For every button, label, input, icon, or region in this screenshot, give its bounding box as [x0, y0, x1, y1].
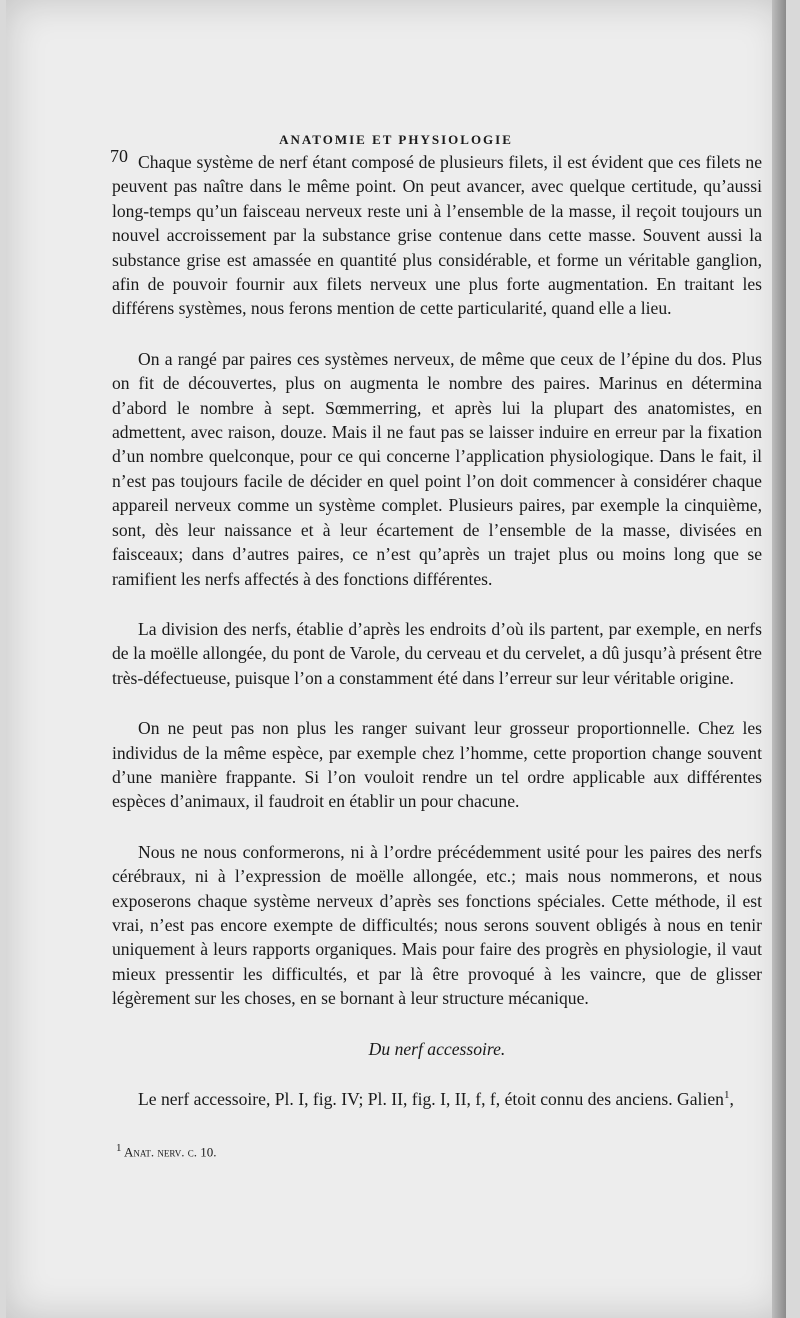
- paragraph: Nous ne nous conformerons, ni à l’ordre précédemment usité pour les paires des nerfs cérébraux, ni à l’expression de moëlle allongée, etc.; mais nous nommerons, et nous exposerons chaque système nerveux d’après ses fonctions spéciales. Cette méthode, il est vrai, n’est pas encore exempte de difficultés; nous serons souvent obligés à nous en tenir uniquement à leurs rapports organiques. Mais pour faire des progrès en physiologie, il vaut mieux pressentir les difficultés, et par là être provoqué à les vaincre, que de glisser légèrement sur les choses, en se bornant à leur structure mécanique.: [112, 841, 762, 1009]
- page-edge-shadow: [772, 0, 786, 1318]
- paragraph-last-text: Le nerf accessoire, Pl. I, fig. IV; Pl. II, fig. I, II, f, f, étoit connu des anciens. Galien: [138, 1088, 724, 1109]
- footnote-ref: 1: [116, 1142, 122, 1154]
- paragraph-last: Le nerf accessoire, Pl. I, fig. IV; Pl. II, fig. I, II, f, f, étoit connu des anciens. Galien$^1$,: [138, 1088, 734, 1109]
- book-page: [6, 0, 786, 1318]
- page-number: 70: [110, 146, 128, 166]
- paragraph: On ne peut pas non plus les ranger suivant leur grosseur proportionnelle. Chez les individus de la même espèce, par exemple chez l’homme, cette proportion change souvent d’une manière frappante. Si l’on vouloit rendre un tel ordre applicable aux différentes espèces d’animaux, il faudroit en établir un pour chacune.: [112, 718, 762, 812]
- section-title: Du nerf accessoire.: [368, 1038, 506, 1059]
- body-text: [112, 150, 762, 1111]
- footnote-marker: 1: [723, 1089, 730, 1101]
- footnote-text: Anat. nerv. c. 10.: [124, 1144, 217, 1160]
- paragraph: On a rangé par paires ces systèmes nerveux, de même que ceux de l’épine du dos. Plus on fit de découvertes, plus on augmenta le nombre des paires. Marinus en détermina d’abord le nombre à sept. Sœmmerring, et après lui la plupart des anatomistes, en admettent, avec raison, douze. Mais il ne faut pas se laisser induire en erreur par la fixation d’un nombre quelconque, pour ce qui concerne l’application physiologique. Dans le fait, il n’est pas toujours facile de décider en quel point l’on doit commencer à considérer chaque appareil nerveux comme un système complet. Plusieurs paires, par exemple la cinquième, sont, dès leur naissance et à leur écartement de l’ensemble de la masse, divisées en faisceaux; dans d’autres paires, ce n’est qu’après un trajet plus ou moins long que se ramifient les nerfs affectés à des fonctions différentes.: [112, 348, 762, 589]
- footnote: [116, 1142, 216, 1160]
- running-head: ANATOMIE ET PHYSIOLOGIE: [279, 132, 513, 147]
- paragraph: Chaque système de nerf étant composé de plusieurs filets, il est évident que ces filets ne peuvent pas naître dans le même point. On peut avancer, avec quelque certitude, qu’aussi long-temps qu’un faisceau nerveux reste uni à l’ensemble de la masse, il reçoit toujours un nouvel accroissement par la substance grise contenue dans cette masse. Souvent aussi la substance grise est amassée en quantité plus considérable, et forme un véritable ganglion, afin de pouvoir fournir aux filets nerveux une plus forte augmentation. En traitant les différens systèmes, nous ferons mention de cette particularité, quand elle a lieu.: [112, 152, 762, 319]
- paragraph: La division des nerfs, établie d’après les endroits d’où ils partent, par exemple, en nerfs de la moëlle allongée, du pont de Varole, du cerveau et du cervelet, a dû jusqu’à présent être très-défectueuse, puisque l’on a constamment été dans l’erreur sur leur véritable origine.: [112, 618, 762, 688]
